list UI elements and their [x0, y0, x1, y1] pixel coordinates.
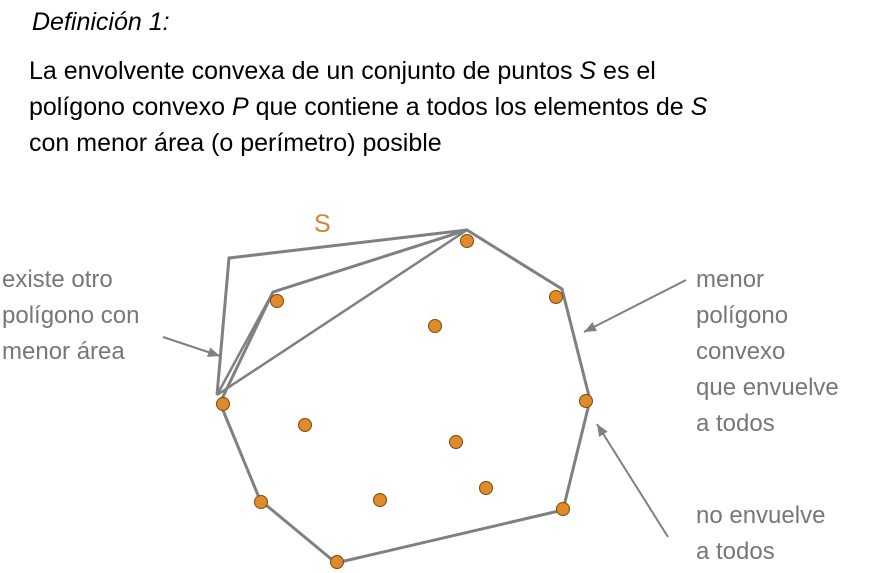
- convex-hull-polygon: [220, 230, 590, 563]
- variable-s: S: [579, 57, 597, 85]
- definition-line-2: polígono convexo P que contiene a todos los elementos de S: [29, 93, 708, 121]
- variable-p: P: [231, 93, 249, 121]
- point-marker: [217, 398, 230, 411]
- point-marker: [450, 436, 463, 449]
- definition-line-3: con menor área (o perímetro) posible: [29, 129, 442, 157]
- point-marker: [331, 556, 344, 569]
- point-marker: [557, 503, 570, 516]
- point-marker: [255, 496, 268, 509]
- annotation-other-polygon: existe otro polígono con menor área: [2, 266, 140, 365]
- arrow-to-minimal-polygon: [584, 280, 686, 332]
- point-marker: [429, 320, 442, 333]
- definition-line-1: La envolvente convexa de un conjunto de puntos S es el: [29, 57, 656, 85]
- fan-line: [273, 230, 467, 292]
- arrow-to-other-polygon-head: [207, 347, 220, 356]
- arrow-to-non-enclosing: [597, 424, 668, 537]
- arrow-to-non-enclosing-head: [597, 424, 608, 437]
- point-marker: [271, 295, 284, 308]
- point-set: [217, 235, 593, 569]
- variable-s: S: [690, 93, 708, 121]
- set-label: S: [314, 210, 331, 238]
- point-marker: [550, 291, 563, 304]
- point-marker: [580, 395, 593, 408]
- definition-title: Definición 1:: [32, 8, 170, 36]
- annotation-not-enclosing: no envuelve a todos: [696, 502, 826, 565]
- polygon-lines: [217, 230, 590, 563]
- point-marker: [299, 419, 312, 432]
- point-marker: [480, 482, 493, 495]
- point-marker: [374, 494, 387, 507]
- annotation-minimal-polygon: menor polígono convexo que envuelve a todos: [696, 266, 839, 437]
- point-marker: [461, 235, 474, 248]
- annotation-arrows: [163, 280, 686, 537]
